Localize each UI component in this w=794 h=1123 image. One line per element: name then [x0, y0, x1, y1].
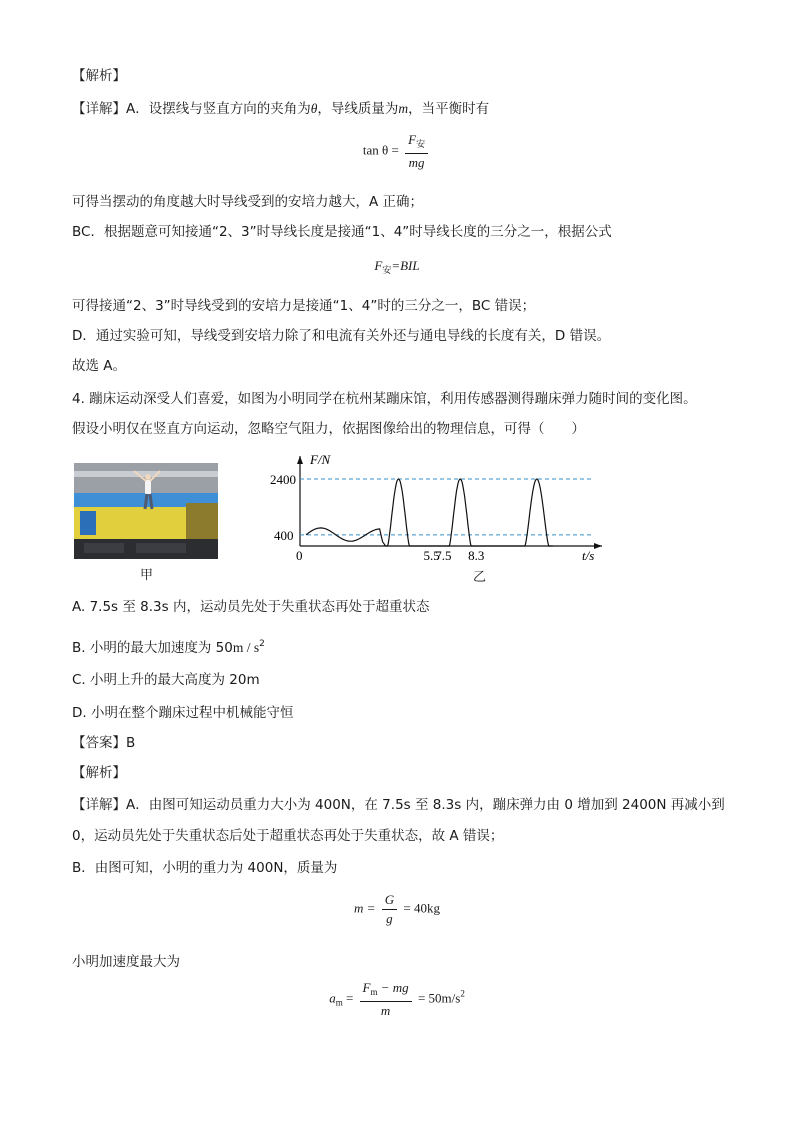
equation-tan-theta: tan θ = $\frac{F_安}{mg}$ — [0, 132, 794, 171]
trampoline-photo-drawing — [74, 463, 218, 559]
analysis-heading: 【解析】 — [72, 68, 126, 84]
text-line: 可得当摆动的角度越大时导线受到的安培力越大，A 正确； — [72, 194, 424, 210]
x-axis-arrow — [594, 543, 602, 549]
equation-mass: m = $\frac{G}{g}$ = 40kg — [354, 892, 440, 926]
equation-ampere-force: $F_安=BIL$ — [374, 258, 420, 275]
text-line: B．由图可知，小明的重力为 400N，质量为 — [72, 860, 338, 876]
figure-caption-jia: 甲 — [140, 568, 154, 583]
text-line: BC．根据题意可知接通“2、3”时导线长度是接通“1、4”时导线长度的三分之一，根据公式 — [72, 224, 612, 240]
x-tick-7-5: 7.5 — [435, 548, 452, 563]
detail-line-a: 【详解】A．设摆线与竖直方向的夹角为θ，导线质量为m，当平衡时有 — [72, 101, 490, 117]
answer-line: 【答案】B — [72, 735, 136, 751]
analysis-heading-2: 【解析】 — [72, 765, 126, 781]
option-a: A. 7.5s 至 8.3s 内，运动员先处于失重状态再处于超重状态 — [72, 599, 430, 615]
x-tick-5-5: 5.5 — [423, 548, 440, 563]
trampoline-photo — [74, 463, 218, 559]
option-c: C. 小明上升的最大高度为 20m — [72, 672, 260, 688]
y-tick-400: 400 — [274, 527, 294, 543]
equation-max-acceleration: $a_m$ = $\frac{F_m - mg}{m}$ = $50m/s^2$ — [329, 980, 465, 1018]
text-line: 0，运动员先处于失重状态后处于超重状态再处于失重状态，故 A 错误； — [72, 828, 504, 844]
question-4-stem: 4. 蹦床运动深受人们喜爱，如图为小明同学在杭州某蹦床馆，利用传感器测得蹦床弹力随时间的变化图。 — [72, 391, 697, 407]
text-line: 可得接通“2、3”时导线受到的安培力是接通“1、4”时的三分之一，BC 错误； — [72, 298, 536, 314]
figure-caption-yi: 乙 — [473, 570, 487, 585]
x-tick-0: 0 — [296, 548, 303, 563]
force-curve — [306, 479, 553, 546]
text-line: D．通过实验可知，导线受到安培力除了和电流有关外还与通电导线的长度有关，D 错误。 — [72, 328, 611, 344]
y-tick-2400: 2400 — [270, 472, 296, 487]
text-line: 故选 A。 — [72, 358, 127, 374]
y-axis-label: F/N — [310, 452, 331, 467]
question-4-stem: 假设小明仅在竖直方向运动，忽略空气阻力，依据图像给出的物理信息，可得（ ） — [72, 421, 585, 437]
option-d: D. 小明在整个蹦床过程中机械能守恒 — [72, 705, 294, 721]
force-time-chart — [262, 450, 632, 590]
x-tick-8-3: 8.3 — [468, 548, 485, 563]
text-line: 小明加速度最大为 — [72, 954, 180, 970]
x-axis-label: t/s — [582, 548, 595, 563]
text-line: 【详解】A．由图可知运动员重力大小为 400N，在 7.5s 至 8.3s 内，蹦床弹力由 0 增加到 2400N 再减小到 — [72, 797, 725, 813]
option-b: B. 小明的最大加速度为 $50m / s^2$ — [72, 639, 265, 656]
y-axis-arrow — [297, 456, 303, 464]
